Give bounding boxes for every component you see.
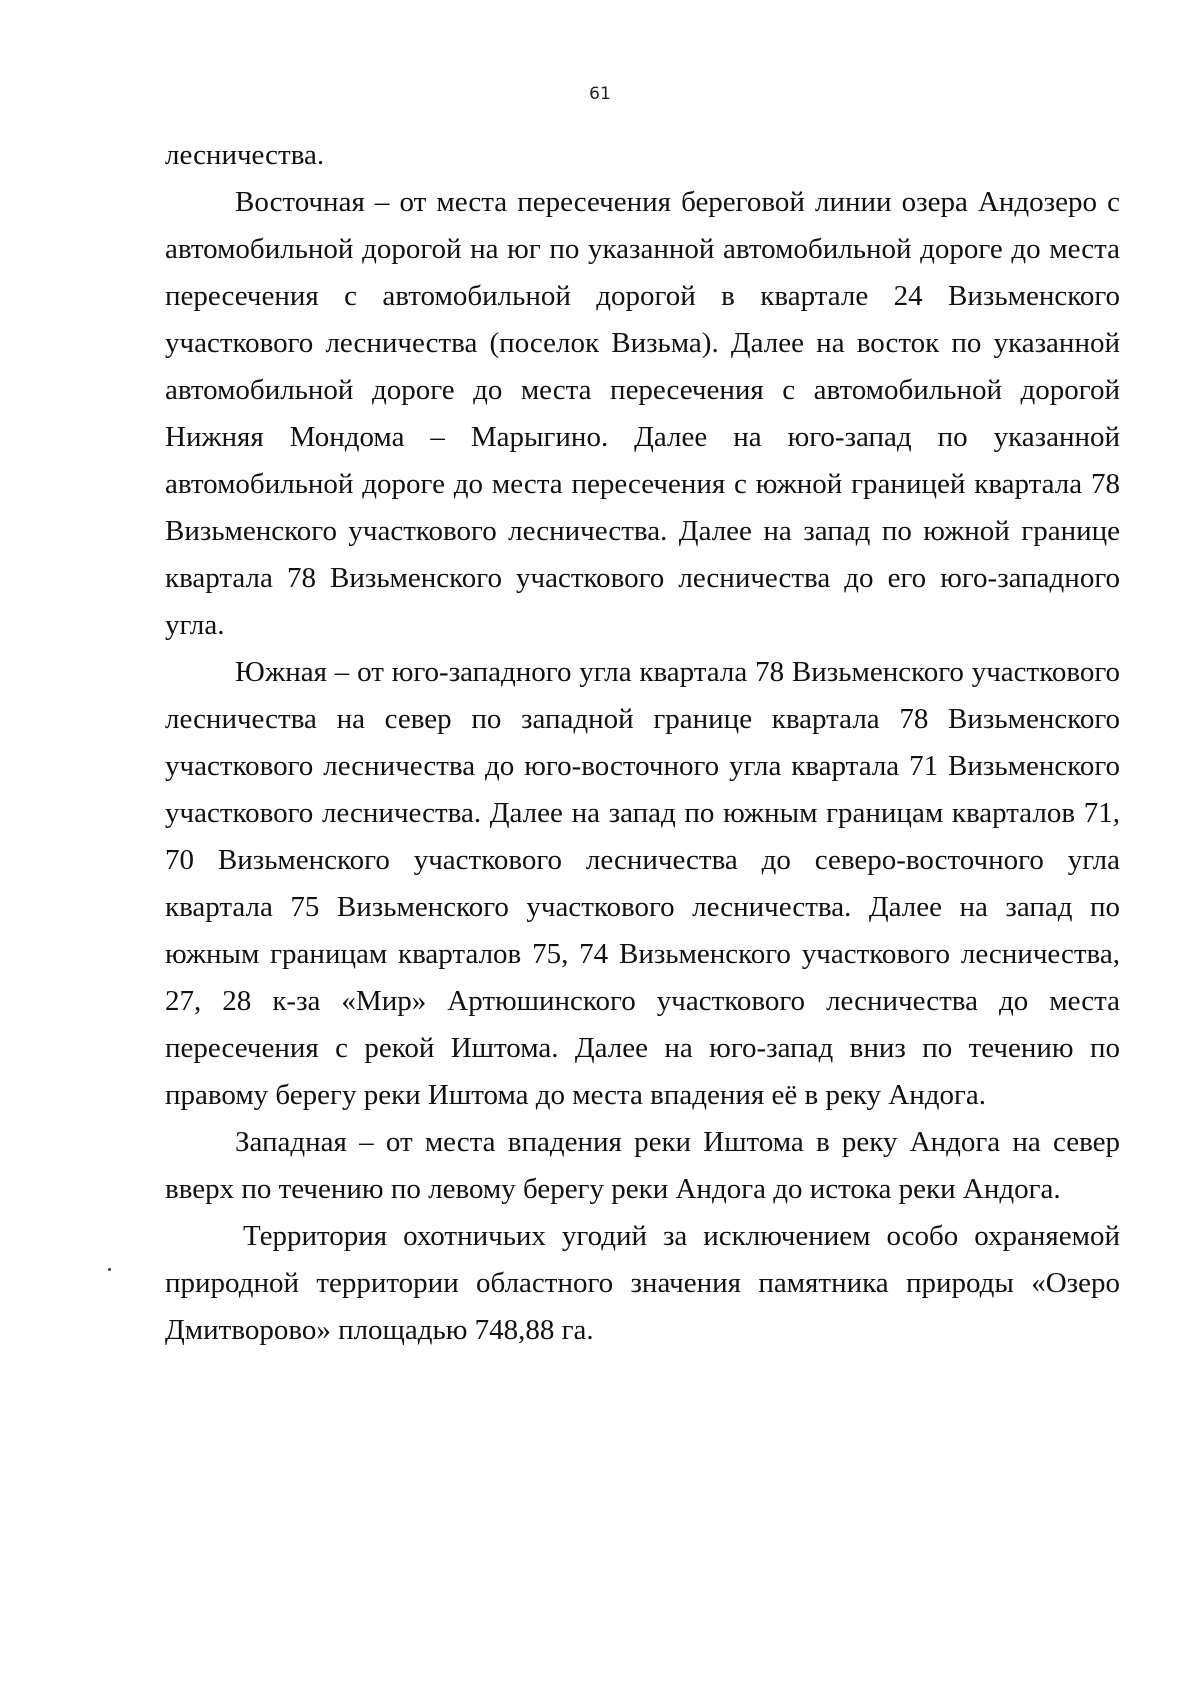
paragraph-southern-border: Южная – от юго-западного угла квартала 78 Визьменского участкового лесничества на север по западной границе квартала 78 Визьменского участкового лесничества до юго-восточного угла квартала 71 Визьменского участкового лесничества. Далее на запад по южным границам кварталов 71, 70 Визьменского участкового лесничества до северо-восточного угла квартала 75 Визьменского участкового лесничества. Далее на запад по южным границам кварталов 75, 74 Визьменского участкового лесничества, 27, 28 к-за «Мир» Артюшинского участкового лесничества до места пересечения с рекой Иштома. Далее на юго-запад вниз по течению по правому берегу реки Иштома до места впадения её в реку Андога. xyxy=(165,656,1120,1111)
paragraph-eastern-border: Восточная – от места пересечения береговой линии озера Андозеро с автомобильной дорогой на юг по указанной автомобильной дороге до места пересечения с автомобильной дорогой в квартале 24 Визьменского участкового лесничества (поселок Визьма). Далее на восток по указанной автомобильной дороге до места пересечения с автомобильной дорогой Нижняя Мондома – Марыгино. Далее на юго-запад по указанной автомобильной дороге до места пересечения с южной границей квартала 78 Визьменского участкового лесничества. Далее на запад по южной границе квартала 78 Визьменского участкового лесничества до его юго-западного угла. xyxy=(165,186,1120,641)
paragraph-territory-note: Территория охотничьих угодий за исключением особо охраняемой природной территории областного значения памятника природы «Озеро Дмитворово» площадью 748,88 га. xyxy=(165,1220,1120,1346)
document-body xyxy=(165,132,1120,1354)
page-number: 61 xyxy=(589,84,611,104)
paragraph-continuation: лесничества. xyxy=(165,139,325,171)
paragraph-western-border: Западная – от места впадения реки Иштома в реку Андога на север вверх по течению по левому берегу реки Андога до истока реки Андога. xyxy=(165,1126,1120,1205)
scan-speck xyxy=(108,1268,111,1271)
